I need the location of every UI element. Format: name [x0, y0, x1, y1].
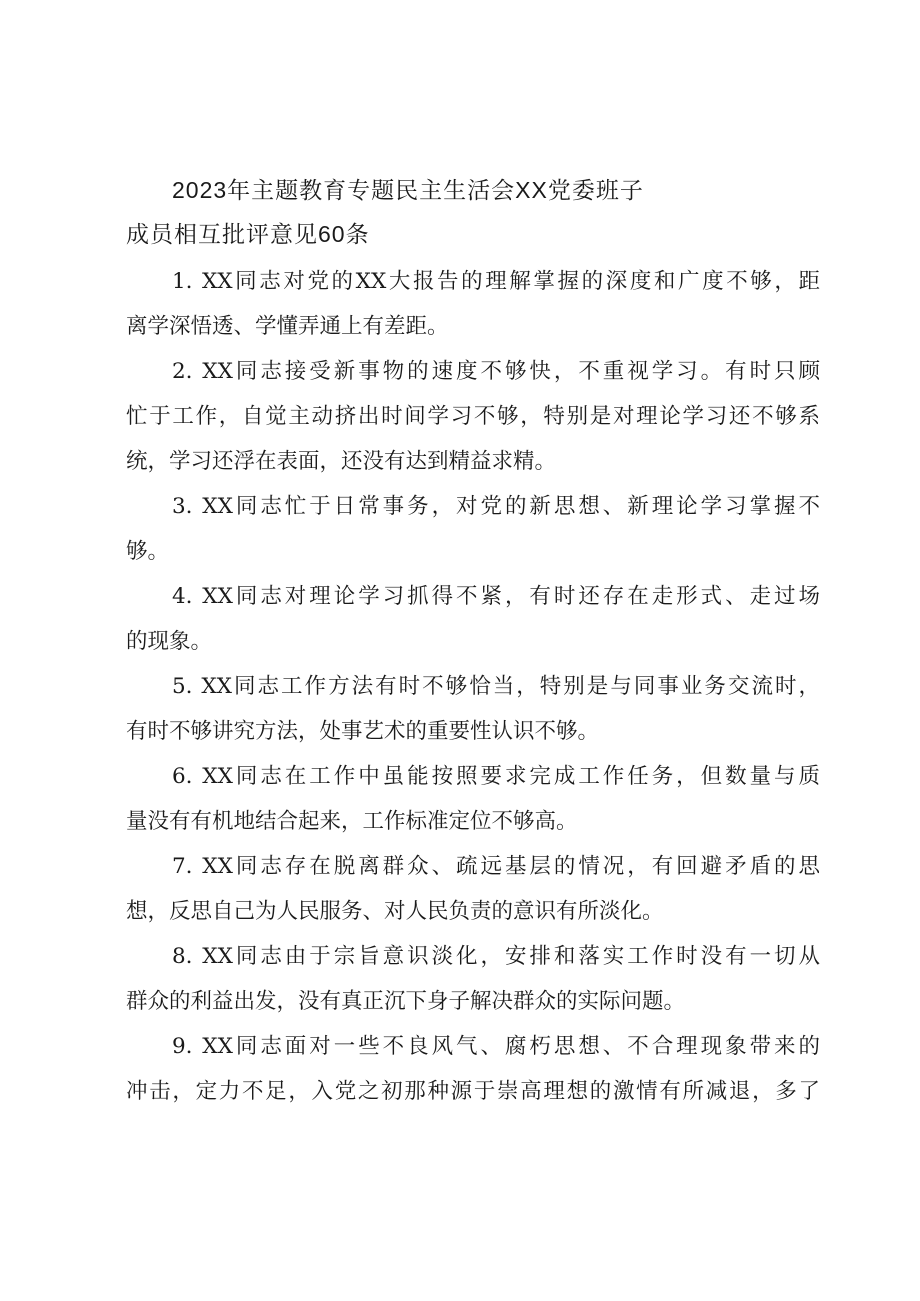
item-9-line-1: 9. XX同志面对一些不良风气、腐朽思想、不合理现象带来的 [172, 1034, 820, 1059]
item-2-line-3: 统，学习还浮在表面，还没有达到精益求精。 [126, 449, 557, 474]
item-7-line-2: 想，反思自己为人民服务、对人民负责的意识有所淡化。 [126, 899, 664, 924]
item-2-line-2: 忙于工作，自觉主动挤出时间学习不够，特别是对理论学习还不够系 [126, 404, 820, 429]
item-5-line-1: 5. XX同志工作方法有时不够恰当，特别是与同事业务交流时， [172, 674, 820, 699]
item-3-line-2: 够。 [126, 539, 170, 564]
item-1-line-2: 离学深悟透、学懂弄通上有差距。 [126, 314, 449, 339]
item-1-line-1: 1. XX同志对党的XX大报告的理解掌握的深度和广度不够，距 [172, 269, 820, 294]
item-5-line-2: 有时不够讲究方法，处事艺术的重要性认识不够。 [126, 719, 600, 744]
item-2-line-1: 2. XX同志接受新事物的速度不够快，不重视学习。有时只顾 [172, 359, 820, 384]
document-title-line-2: 成员相互批评意见60条 [126, 221, 370, 247]
item-8-line-2: 群众的利益出发，没有真正沉下身子解决群众的实际问题。 [126, 989, 686, 1014]
item-3-line-1: 3. XX同志忙于日常事务，对党的新思想、新理论学习掌握不 [172, 494, 820, 519]
item-4-line-1: 4. XX同志对理论学习抓得不紧，有时还存在走形式、走过场 [172, 584, 820, 609]
item-9-line-2: 冲击，定力不足，入党之初那种源于崇高理想的激情有所减退，多了 [126, 1079, 820, 1104]
item-8-line-1: 8. XX同志由于宗旨意识淡化，安排和落实工作时没有一切从 [172, 944, 820, 969]
item-6-line-1: 6. XX同志在工作中虽能按照要求完成工作任务，但数量与质 [172, 764, 820, 789]
document-title-line-1: 2023年主题教育专题民主生活会XX党委班子 [172, 177, 644, 203]
item-7-line-1: 7. XX同志存在脱离群众、疏远基层的情况，有回避矛盾的思 [172, 854, 820, 879]
item-6-line-2: 量没有有机地结合起来，工作标准定位不够高。 [126, 809, 578, 834]
item-4-line-2: 的现象。 [126, 629, 213, 654]
